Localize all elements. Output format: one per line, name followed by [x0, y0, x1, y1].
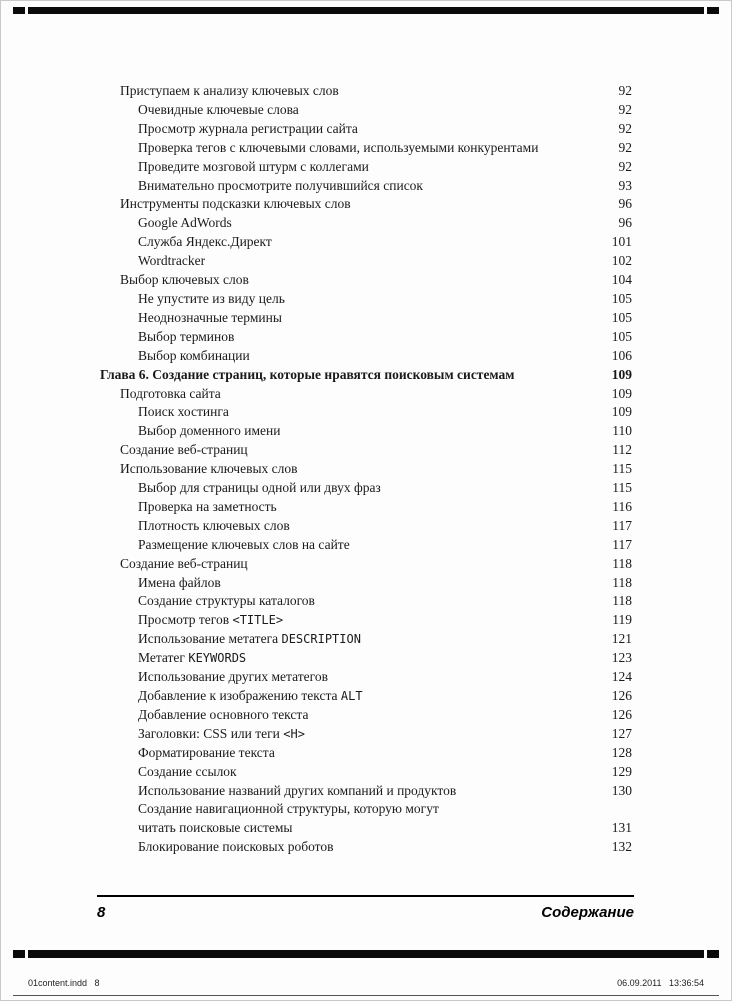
toc-entry-title: Имена файлов — [138, 574, 221, 590]
toc-entry — [100, 517, 632, 536]
toc-entry — [100, 838, 632, 857]
toc-entry-title: Выбор терминов — [138, 328, 235, 344]
toc-entry-page-number: 127 — [611, 725, 632, 741]
toc-entry — [100, 668, 632, 687]
toc-entry-title: Выбор доменного имени — [138, 423, 281, 439]
toc-entry-title: читать поисковые системы — [138, 820, 293, 836]
toc-entry — [100, 630, 632, 649]
toc-entry-page-number: 118 — [612, 593, 632, 609]
toc-entry-title: Приступаем к анализу ключевых слов — [120, 83, 339, 98]
toc-entry-title: Google AdWords — [138, 215, 232, 231]
toc-entry — [100, 422, 632, 441]
toc-entry-title: Поиск хостинга — [138, 404, 229, 420]
toc-entry-title: Проверка тегов с ключевыми словами, используемыми конкурентами — [138, 139, 539, 155]
toc-entry — [100, 441, 632, 460]
toc-entry — [100, 347, 632, 366]
toc-entry — [100, 800, 632, 819]
toc-entry — [100, 403, 632, 422]
crop-notch — [704, 950, 707, 958]
toc-entry-page-number: 102 — [611, 253, 632, 269]
toc-entry-title: Метатег KEYWORDS — [138, 650, 247, 666]
toc-entry — [100, 706, 632, 725]
toc-entry — [100, 592, 632, 611]
toc-entry-page-number: 104 — [611, 272, 632, 288]
toc-entry-page-number: 126 — [611, 706, 632, 722]
toc-entry-page-number: 129 — [611, 763, 632, 779]
toc-entry-title: Проведите мозговой штурм с коллегами — [138, 158, 369, 174]
toc-entry — [100, 385, 632, 404]
page-footer — [97, 904, 634, 921]
toc-entry-page-number: 126 — [611, 688, 632, 703]
printer-slug-line — [28, 978, 704, 988]
toc-entry-title: Инструменты подсказки ключевых слов — [120, 196, 351, 212]
toc-entry-page-number: 119 — [612, 612, 632, 628]
toc-entry-page-number: 109 — [611, 366, 632, 382]
toc-entry-page-number: 92 — [618, 120, 632, 136]
toc-entry-title: Использование других метатегов — [138, 669, 328, 685]
toc-entry-title: Размещение ключевых слов на сайте — [138, 536, 350, 552]
toc-entry-title: Создание ссылок — [138, 763, 237, 779]
toc-entry-title: Создание веб-страниц — [120, 442, 248, 458]
toc-entry-title: Использование ключевых слов — [120, 461, 298, 477]
toc-entry-page-number: 96 — [618, 196, 632, 212]
toc-entry-page-number: 109 — [611, 404, 632, 420]
toc-entry-page-number: 123 — [611, 650, 632, 666]
toc-entry-page-number: 115 — [612, 480, 632, 496]
toc-entry-title: Создание навигационной структуры, которую могут — [138, 801, 439, 817]
bottom-crop-bar — [13, 950, 719, 958]
slug-filename: 01content.indd 8 — [28, 978, 100, 988]
toc-entry-title: Создание структуры каталогов — [138, 593, 315, 609]
toc-entry — [100, 158, 632, 177]
toc-entry-title: Плотность ключевых слов — [138, 517, 290, 533]
toc-entry-page-number: 96 — [618, 215, 632, 231]
toc-entry-page-number: 132 — [611, 839, 632, 855]
toc-entry-title: Использование метатега DESCRIPTION — [138, 631, 361, 647]
toc-entry — [100, 819, 632, 838]
toc-entry — [100, 214, 632, 233]
toc-entry-page-number: 117 — [612, 517, 632, 533]
toc-entry — [100, 460, 632, 479]
toc-entry-page-number: 92 — [618, 139, 632, 155]
toc-entry-page-number: 93 — [618, 177, 632, 193]
toc-entry-page-number: 106 — [611, 347, 632, 363]
toc-entry-page-number: 105 — [611, 309, 632, 325]
toc-entry-title: Добавление к изображению текста ALT — [138, 688, 363, 703]
toc-entry — [100, 328, 632, 347]
toc-entry-title: Проверка на заметность — [138, 498, 277, 514]
toc-entry — [100, 611, 632, 630]
toc-entry — [100, 366, 632, 385]
toc-entry-title: Блокирование поисковых роботов — [138, 839, 334, 855]
top-crop-bar — [13, 7, 719, 14]
toc-entry-title: Использование названий других компаний и продуктов — [138, 782, 457, 798]
toc-entry — [100, 479, 632, 498]
toc-entry — [100, 139, 632, 158]
toc-entry — [100, 574, 632, 593]
toc-entry-title: Добавление основного текста — [138, 706, 309, 722]
toc-entry-page-number: 92 — [618, 101, 632, 117]
toc-entry — [100, 498, 632, 517]
toc-entry — [100, 649, 632, 668]
toc-entry-page-number: 117 — [612, 536, 632, 552]
toc-entry — [100, 195, 632, 214]
toc-entry-page-number: 116 — [612, 498, 632, 514]
toc-entry-title: Wordtracker — [138, 253, 206, 269]
toc-entry-page-number: 112 — [612, 442, 632, 458]
toc-entry-page-number: 118 — [612, 555, 632, 571]
toc-entry — [100, 782, 632, 801]
toc-entry-title: Неоднозначные термины — [138, 309, 282, 325]
toc-entry — [100, 555, 632, 574]
toc-entry-title: Форматирование текста — [138, 744, 275, 760]
toc-entry-title: Внимательно просмотрите получившийся список — [138, 177, 423, 193]
toc-entry — [100, 725, 632, 744]
toc-entry-page-number: 118 — [612, 574, 632, 590]
toc-entry-title: Выбор комбинации — [138, 347, 250, 363]
toc-entry-title: Не упустите из виду цель — [138, 290, 285, 306]
footer-page-number: 8 — [97, 904, 106, 921]
footer-section-title: Содержание — [541, 904, 634, 921]
toc-entry — [100, 120, 632, 139]
crop-notch — [25, 950, 28, 958]
toc-entry-page-number: 92 — [618, 158, 632, 174]
crop-notch — [25, 7, 28, 14]
toc-entry-page-number: 92 — [618, 83, 632, 98]
toc-entry — [100, 290, 632, 309]
toc-entry-title: Создание веб-страниц — [120, 555, 248, 571]
toc-entry-page-number: 124 — [611, 669, 632, 685]
toc-entry-title: Выбор для страницы одной или двух фраз — [138, 480, 381, 496]
toc-entry-page-number: 110 — [612, 423, 632, 439]
toc-entry-title: Подготовка сайта — [120, 385, 221, 401]
toc-entry-page-number: 130 — [611, 782, 632, 798]
toc-entry-title: Заголовки: CSS или теги <H> — [138, 725, 305, 741]
toc-entry — [100, 744, 632, 763]
toc-entry-page-number: 101 — [611, 234, 632, 250]
toc-entry — [100, 233, 632, 252]
toc-entry — [100, 309, 632, 328]
toc-entry-title: Служба Яндекс.Директ — [138, 234, 272, 250]
table-of-contents — [100, 82, 632, 857]
toc-entry — [100, 101, 632, 120]
toc-entry — [100, 82, 632, 101]
crop-notch — [704, 7, 707, 14]
toc-entry-page-number: 121 — [611, 631, 632, 647]
toc-entry — [100, 177, 632, 196]
toc-entry — [100, 271, 632, 290]
toc-entry — [100, 536, 632, 555]
toc-entry-title: Выбор ключевых слов — [120, 272, 249, 288]
toc-entry-title: Очевидные ключевые слова — [138, 101, 299, 117]
toc-entry-page-number: 109 — [611, 385, 632, 401]
bottom-hairline — [13, 995, 719, 996]
toc-entry-page-number: 128 — [611, 744, 632, 760]
slug-timestamp: 06.09.2011 13:36:54 — [617, 978, 704, 988]
toc-entry — [100, 763, 632, 782]
toc-entry-title: Просмотр тегов <TITLE> — [138, 612, 284, 628]
toc-entry-title: Глава 6. Создание страниц, которые нравятся поисковым системам — [100, 366, 515, 382]
toc-entry-page-number: 131 — [611, 820, 632, 836]
toc-entry-page-number: 105 — [611, 290, 632, 306]
toc-entry-page-number: 105 — [611, 328, 632, 344]
footer-rule — [97, 895, 634, 897]
toc-entry-page-number: 115 — [612, 461, 632, 477]
toc-entry-title: Просмотр журнала регистрации сайта — [138, 120, 358, 136]
toc-entry — [100, 687, 632, 706]
toc-entry — [100, 252, 632, 271]
